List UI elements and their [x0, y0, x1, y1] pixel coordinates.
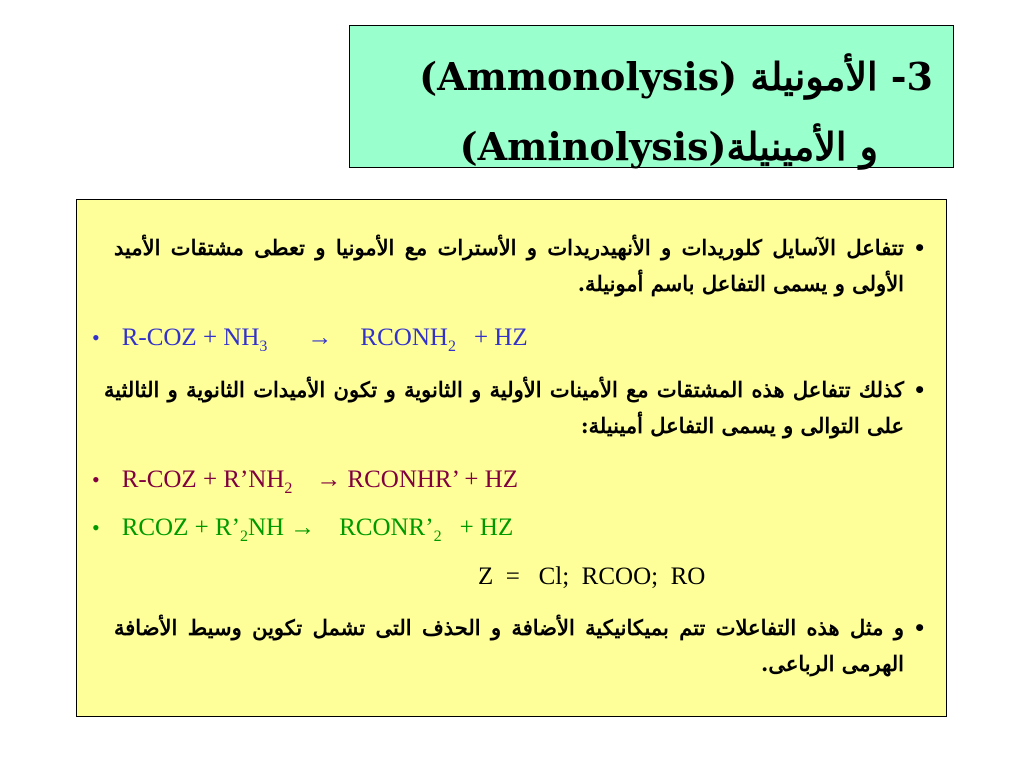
paragraph-text: و مثل هذه التفاعلات تتم بميكانيكية الأضافة و الحذف التى تشمل تكوين وسيط الأضافة الهرمى الرباعى.: [114, 615, 904, 676]
equation-product: RCONHR’ + HZ: [347, 466, 519, 493]
equation-reactants: R-COZ + R’NH: [121, 466, 285, 493]
subscript: 2: [447, 338, 456, 355]
equation-byproduct: + HZ: [473, 324, 528, 351]
bullet: •: [913, 236, 926, 260]
content-box: [76, 199, 947, 717]
bullet: •: [913, 616, 926, 640]
equation-amine: NH: [247, 514, 285, 541]
equation-product: RCONH: [360, 324, 448, 351]
bullet: •: [92, 325, 100, 350]
bullet: •: [92, 467, 100, 492]
paragraph-ammonolysis: [114, 230, 926, 302]
equation-reactants: RCOZ + R’: [121, 514, 240, 541]
title-line-1: 3- الأمونيلة (Ammonolysis): [419, 54, 933, 99]
bullet: •: [913, 378, 926, 402]
reaction-arrow-icon: →: [316, 466, 342, 493]
subscript: 2: [433, 528, 442, 545]
equation-aminolysis-secondary: [92, 514, 513, 546]
reaction-arrow-icon: →: [290, 514, 316, 541]
paragraph-text: تتفاعل الآسايل كلوريدات و الأنهيدريدات و الأسترات مع الأمونيا و تعطى مشتقات الأميد الأولى و يسمى التفاعل باسم أمونيلة.: [114, 235, 904, 296]
equation-aminolysis-primary: [92, 466, 518, 498]
title-box: [349, 25, 954, 168]
title-line-2: و الأمينيلة(Aminolysis): [459, 124, 878, 169]
paragraph-text: كذلك تتفاعل هذه المشتقات مع الأمينات الأولية و الثانوية و تكون الأميدات الثانوية و الثالثية على التوالى و يسمى التفاعل أمينيلة:: [104, 377, 904, 438]
subscript: 2: [284, 480, 293, 497]
paragraph-mechanism: [114, 610, 926, 682]
subscript: 3: [259, 338, 268, 355]
equation-product: RCONR’: [339, 514, 434, 541]
equation-reactants: R-COZ + NH: [121, 324, 260, 351]
equation-byproduct: + HZ: [459, 514, 514, 541]
equation-ammonolysis: [92, 324, 528, 356]
bullet: •: [92, 515, 100, 540]
subscript: 2: [239, 528, 248, 545]
paragraph-aminolysis: [104, 372, 926, 444]
z-definition: Z = Cl; RCOO; RO: [478, 563, 706, 590]
reaction-arrow-icon: →: [307, 324, 333, 351]
